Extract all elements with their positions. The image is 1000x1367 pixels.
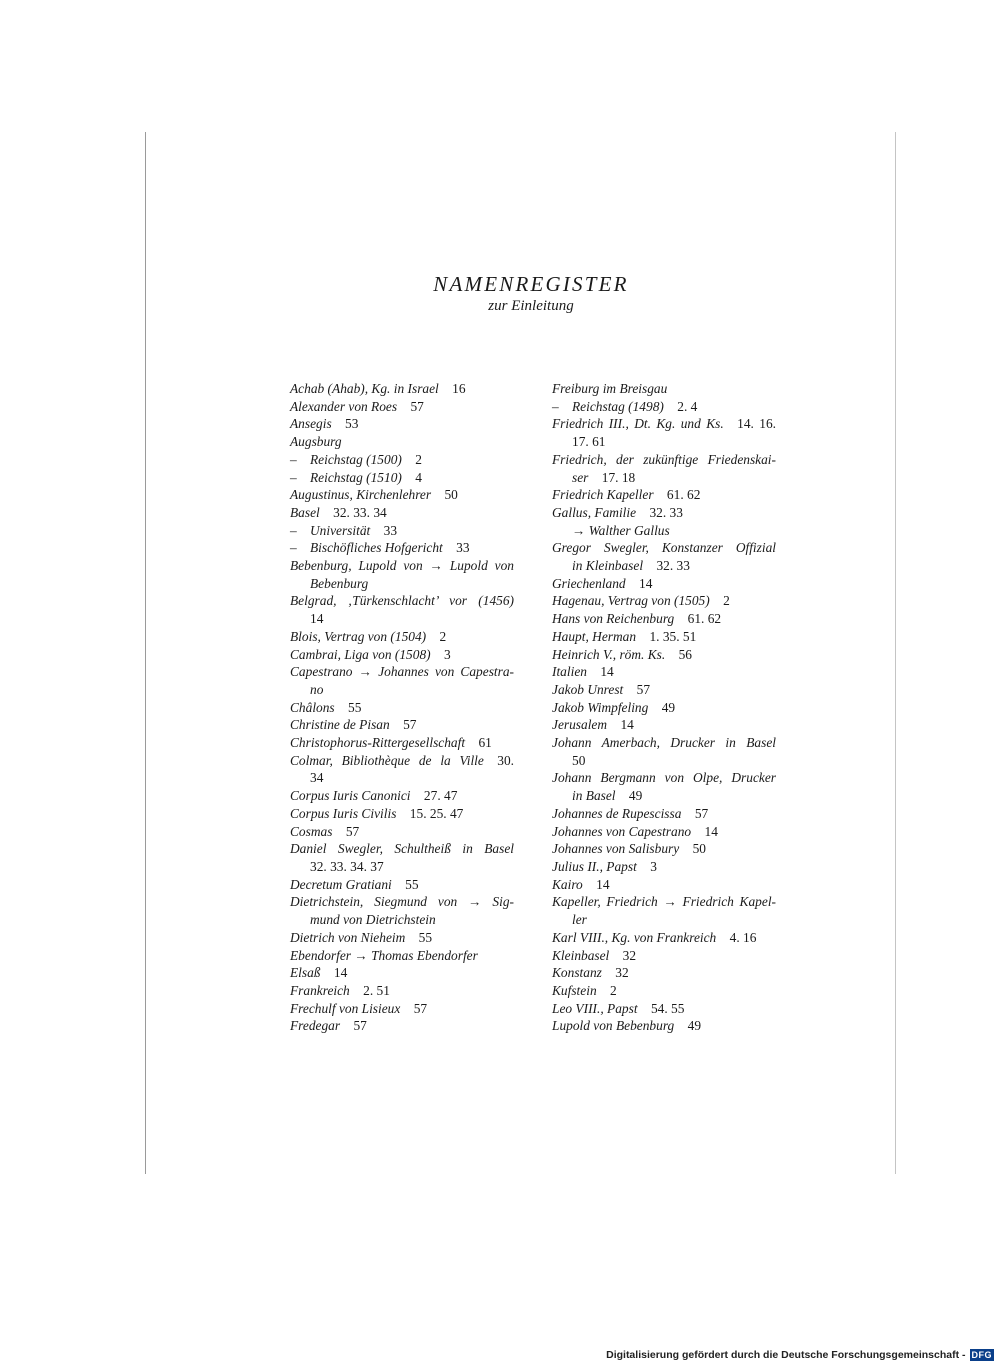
index-entry-line (290, 628, 514, 646)
index-entry-line (290, 415, 514, 433)
entry-name: in Basel (572, 788, 616, 804)
index-entry (552, 504, 776, 539)
index-entry (290, 787, 514, 805)
index-entry-line (290, 911, 514, 929)
entry-name: Dietrichstein, Siegmund von → Sig- (290, 894, 514, 910)
index-entry-line (290, 734, 514, 752)
index-entry-line (290, 840, 514, 858)
index-entry-line (552, 805, 776, 823)
index-entry-line (290, 469, 514, 487)
index-entry-line (290, 964, 514, 982)
entry-pages: 2. 51 (363, 982, 390, 998)
entry-pages: 54. 55 (650, 1000, 685, 1016)
index-entry-line (290, 876, 514, 894)
index-entry-line (290, 451, 514, 469)
index-entry-line (552, 398, 776, 416)
entry-name: Johannes de Rupescissa (552, 805, 682, 821)
index-entry-line (290, 681, 514, 699)
entry-name: Jerusalem (552, 717, 608, 733)
entry-pages: 2. 4 (677, 398, 698, 414)
index-entry-line (290, 646, 514, 664)
entry-name: Frechulf von Lisieux (290, 1000, 401, 1016)
entry-name: Lupold von Bebenburg (552, 1018, 675, 1034)
entry-name: Johannes von Capestrano (552, 823, 692, 839)
index-entry-line (552, 522, 776, 540)
index-entry (290, 1000, 514, 1018)
entry-name: Basel (290, 504, 320, 520)
entry-name: Blois, Vertrag von (1504) (290, 628, 427, 644)
dfg-logo-icon: DFG (971, 1350, 992, 1360)
entry-pages: 57 (345, 823, 360, 839)
entry-pages: 14 (333, 965, 348, 981)
entry-name: Kufstein (552, 982, 597, 998)
entry-pages: 56 (678, 646, 692, 662)
index-entry (290, 734, 514, 752)
entry-name: Cosmas (290, 823, 333, 839)
page-subtitle: zur Einleitung (488, 298, 574, 314)
index-entry (290, 522, 514, 540)
index-entry (552, 982, 776, 1000)
entry-name: Dietrich von Nieheim (290, 929, 406, 945)
entry-pages: 14 (639, 575, 653, 591)
index-entry-line (290, 398, 514, 416)
entry-pages: 14 (620, 717, 634, 733)
index-entry (552, 858, 776, 876)
entry-pages: 32. 33. 34 (333, 504, 387, 520)
entry-pages: 61. 62 (687, 611, 722, 627)
index-entry-line (552, 982, 776, 1000)
index-entry (552, 876, 776, 894)
index-entry (290, 398, 514, 416)
index-entry-line (552, 592, 776, 610)
index-entry (552, 592, 776, 610)
entry-pages: 2 (415, 451, 422, 467)
entry-name: Augustinus, Kirchenlehrer (290, 487, 432, 503)
entry-name: in Kleinbasel (572, 558, 644, 574)
index-entry (552, 716, 776, 734)
entry-name: Bebenburg, Lupold von → Lupold von (290, 558, 514, 574)
entry-name: Italien (552, 664, 587, 680)
entry-name: → Walther Gallus (572, 522, 670, 538)
entry-pages: 14. 16. (737, 416, 777, 432)
index-entry (552, 539, 776, 574)
index-entry (290, 469, 514, 487)
entry-name: Elsaß (290, 965, 321, 981)
entry-name: Reichstag (1510) (310, 469, 402, 485)
index-entry-line (552, 734, 776, 752)
index-entry-line (290, 486, 514, 504)
entry-name: Universität (310, 522, 371, 538)
index-entry-line (552, 539, 776, 557)
index-column-right (552, 380, 776, 1035)
index-entry (552, 929, 776, 947)
page-title: NAMENREGISTER (433, 272, 629, 296)
index-entry (552, 646, 776, 664)
entry-name: Friedrich Kapeller (552, 487, 654, 503)
index-entry-line (552, 486, 776, 504)
entry-name: Gregor Swegler, Konstanzer Offizial (552, 540, 776, 556)
index-entry-line (552, 858, 776, 876)
index-entry (290, 947, 514, 965)
entry-pages: 33 (456, 540, 470, 556)
index-entry-line (290, 805, 514, 823)
entry-name: Konstanz (552, 965, 602, 981)
index-entry (290, 716, 514, 734)
entry-name: Corpus Iuris Canonici (290, 788, 411, 804)
index-entry-line (552, 610, 776, 628)
entry-name: Friedrich III., Dt. Kg. und Ks. (552, 416, 724, 432)
index-entry-line (552, 646, 776, 664)
index-entry-line (552, 433, 776, 451)
index-entry (552, 893, 776, 928)
entry-pages: 57 (694, 805, 709, 821)
index-entry (290, 876, 514, 894)
index-entry (552, 805, 776, 823)
footer-credit (606, 1349, 994, 1361)
entry-pages: 14 (600, 664, 614, 680)
entry-pages: 50 (444, 487, 458, 503)
index-entry-line (290, 663, 514, 681)
index-entry-line (290, 592, 514, 610)
entry-name: Johann Bergmann von Olpe, Drucker (552, 770, 776, 786)
entry-pages: 32. 33. 34. 37 (310, 858, 384, 874)
entry-pages: 16 (452, 381, 466, 396)
entry-pages: 27. 47 (423, 788, 458, 804)
entry-name: Cambrai, Liga von (1508) (290, 646, 431, 662)
entry-pages: 61. 62 (666, 487, 701, 503)
entry-name: Alexander von Roes (290, 398, 398, 414)
index-entry-line (552, 947, 776, 965)
entry-pages: 14 (596, 876, 610, 892)
footer-text: Digitalisierung gefördert durch die Deutsche Forschungsgemeinschaft - (606, 1349, 966, 1361)
entry-pages: 57 (413, 1000, 428, 1016)
entry-pages: 49 (661, 699, 676, 715)
index-entry (552, 699, 776, 717)
index-entry-line (290, 610, 514, 628)
entry-name: Achab (Ahab), Kg. in Israel (290, 381, 439, 396)
index-entry-line (552, 1000, 776, 1018)
entry-name: Hagenau, Vertrag von (1505) (552, 593, 710, 609)
index-entry (552, 769, 776, 804)
index-entry (290, 539, 514, 557)
entry-pages: 17. 61 (572, 434, 606, 450)
index-entry (290, 380, 514, 398)
index-entry (552, 681, 776, 699)
index-entry-line (552, 876, 776, 894)
entry-name: no (310, 681, 324, 697)
entry-name: Kairo (552, 876, 583, 892)
index-entry-line (552, 681, 776, 699)
index-entry (290, 663, 514, 698)
index-entry-line (552, 451, 776, 469)
entry-name: Belgrad, ‚Türkenschlacht’ vor (1456) (290, 593, 514, 609)
index-entry-line (290, 947, 514, 965)
entry-pages: 57 (410, 398, 424, 414)
index-entry (290, 805, 514, 823)
index-entry (290, 628, 514, 646)
index-entry (552, 964, 776, 982)
index-entry-line (290, 1000, 514, 1018)
entry-name: Decretum Gratiani (290, 876, 392, 892)
index-entry (290, 1017, 514, 1035)
index-entry (290, 592, 514, 627)
index-entry (552, 663, 776, 681)
entry-pages: 30. (497, 752, 514, 768)
entry-pages: 49 (628, 788, 643, 804)
index-entry (290, 699, 514, 717)
index-entry-line (290, 893, 514, 911)
entry-pages: 49 (687, 1018, 702, 1034)
index-entry-line (290, 752, 514, 770)
sub-entry-dash: – (290, 540, 297, 556)
index-column-left (290, 380, 514, 1035)
entry-pages: 32. 33 (656, 558, 690, 574)
index-entry (552, 947, 776, 965)
index-entry (290, 451, 514, 469)
index-entry (552, 1017, 776, 1035)
entry-name: Freiburg im Breisgau (552, 381, 668, 396)
index-entry-line (290, 929, 514, 947)
index-entry-line (552, 840, 776, 858)
entry-name: ser (572, 469, 589, 485)
entry-pages: 55 (418, 929, 433, 945)
index-entry (290, 964, 514, 982)
index-entry-line (552, 557, 776, 575)
index-entry-line (552, 716, 776, 734)
index-entry (552, 1000, 776, 1018)
entry-pages: 4. 16 (729, 929, 757, 945)
index-entry-line (290, 1017, 514, 1035)
index-entry-line (290, 504, 514, 522)
entry-name: Bischöfliches Hofgericht (310, 540, 443, 556)
index-entry-line (290, 823, 514, 841)
entry-name: Leo VIII., Papst (552, 1000, 638, 1016)
index-entry (552, 451, 776, 486)
entry-name: Jakob Unrest (552, 681, 624, 697)
entry-pages: 50 (692, 841, 706, 857)
entry-pages: 15. 25. 47 (409, 805, 464, 821)
entry-pages: 14 (310, 611, 324, 627)
index-entry (290, 982, 514, 1000)
index-entry (290, 823, 514, 841)
index-entry-line (552, 663, 776, 681)
entry-pages: 17. 18 (601, 469, 636, 485)
index-entry-line (290, 575, 514, 593)
entry-pages: 34 (310, 770, 324, 786)
sub-entry-dash: – (290, 451, 297, 467)
index-entry-line (290, 716, 514, 734)
entry-name: mund von Dietrichstein (310, 912, 436, 928)
index-entry (552, 734, 776, 769)
index-entry (290, 646, 514, 664)
index-entry-line (552, 575, 776, 593)
entry-name: Corpus Iuris Civilis (290, 805, 397, 821)
sub-entry-dash: – (290, 522, 297, 538)
entry-name: Jakob Wimpfeling (552, 699, 649, 715)
entry-pages: 53 (345, 416, 359, 432)
index-entry (290, 486, 514, 504)
index-entry-line (290, 699, 514, 717)
entry-pages: 61 (478, 735, 492, 751)
entry-name: Julius II., Papst (552, 858, 637, 874)
index-entry-line (552, 823, 776, 841)
entry-pages: 2 (439, 628, 447, 644)
entry-name: Christine de Pisan (290, 717, 390, 733)
index-entry-line (552, 415, 776, 433)
index-entry (290, 504, 514, 522)
entry-pages: 55 (348, 699, 362, 715)
index-entry (290, 840, 514, 875)
entry-pages: 57 (636, 681, 651, 697)
index-entry-line (552, 699, 776, 717)
index-entry (552, 823, 776, 841)
index-entry-line (290, 539, 514, 557)
entry-pages: 2 (723, 593, 730, 609)
index-entry-line (552, 929, 776, 947)
entry-name: Haupt, Herman (552, 628, 637, 644)
entry-pages: 3 (444, 646, 451, 662)
index-entry (552, 486, 776, 504)
entry-name: Kleinbasel (552, 947, 610, 963)
index-entry-line (290, 769, 514, 787)
entry-name: Frankreich (290, 982, 350, 998)
entry-pages: 32. 33 (649, 504, 683, 520)
index-entry-line (552, 504, 776, 522)
entry-name: Christophorus-Rittergesellschaft (290, 735, 466, 751)
entry-name: Johannes von Salisbury (552, 841, 680, 857)
index-entry-line (552, 469, 776, 487)
index-entry (552, 628, 776, 646)
sub-entry-dash: – (552, 398, 559, 414)
index-entry-line (552, 628, 776, 646)
index-entry (290, 557, 514, 592)
index-entry-line (290, 982, 514, 1000)
entry-pages: 32 (615, 965, 629, 981)
index-entry (290, 415, 514, 433)
entry-name: Châlons (290, 699, 335, 715)
index-entry (552, 415, 776, 450)
entry-name: Kapeller, Friedrich → Friedrich Kapel- (552, 894, 776, 910)
entry-name: Karl VIII., Kg. von Frankreich (552, 929, 717, 945)
entry-name: Augsburg (290, 434, 342, 450)
entry-pages: 32 (622, 947, 637, 963)
index-entry (290, 433, 514, 451)
entry-name: Reichstag (1500) (310, 451, 402, 467)
index-entry-line (552, 893, 776, 911)
entry-name: Griechenland (552, 575, 626, 591)
entry-name: Bebenburg (310, 575, 369, 591)
index-entry (552, 610, 776, 628)
index-entry (552, 398, 776, 416)
entry-name: Reichstag (1498) (572, 398, 664, 414)
index-entry-line (290, 380, 514, 398)
entry-name: Capestrano → Johannes von Capestra- (290, 664, 514, 680)
index-entry-line (552, 964, 776, 982)
entry-pages: 2 (610, 982, 617, 998)
entry-name: Daniel Swegler, Schultheiß in Basel (290, 841, 514, 857)
index-entry-line (290, 557, 514, 575)
entry-name: Friedrich, der zukünftige Friedenskai- (552, 451, 776, 467)
index-entry (552, 380, 776, 398)
entry-pages: 14 (704, 823, 718, 839)
index-entry-line (552, 911, 776, 929)
index-entry-line (552, 380, 776, 398)
entry-name: Gallus, Familie (552, 504, 637, 520)
index-entry (290, 929, 514, 947)
entry-name: ler (572, 912, 587, 928)
entry-pages: 1. 35. 51 (649, 628, 697, 644)
entry-pages: 50 (572, 752, 586, 768)
index-entry-line (290, 522, 514, 540)
index-entry-line (290, 787, 514, 805)
index-entry-line (552, 1017, 776, 1035)
index-entry-line (552, 769, 776, 787)
entry-pages: 57 (353, 1018, 367, 1034)
entry-pages: 33 (383, 522, 398, 538)
sub-entry-dash: – (290, 469, 297, 485)
entry-name: Ansegis (290, 416, 332, 432)
entry-name: Colmar, Bibliothèque de la Ville (290, 752, 484, 768)
entry-name: Johann Amerbach, Drucker in Basel (552, 735, 776, 751)
index-entry-line (552, 787, 776, 805)
index-entry (552, 840, 776, 858)
index-entry-line (552, 752, 776, 770)
entry-pages: 3 (650, 858, 657, 874)
entry-name: Ebendorfer → Thomas Ebendorfer (290, 947, 478, 963)
index-entry-line (290, 858, 514, 876)
index-entry (290, 893, 514, 928)
entry-pages: 55 (405, 876, 419, 892)
entry-pages: 4 (415, 469, 422, 485)
entry-name: Heinrich V., röm. Ks. (552, 646, 666, 662)
entry-pages: 57 (403, 717, 417, 733)
index-entry (552, 575, 776, 593)
index-entry-line (290, 433, 514, 451)
entry-name: Fredegar (290, 1018, 341, 1034)
entry-name: Hans von Reichenburg (552, 611, 675, 627)
index-entry (290, 752, 514, 787)
